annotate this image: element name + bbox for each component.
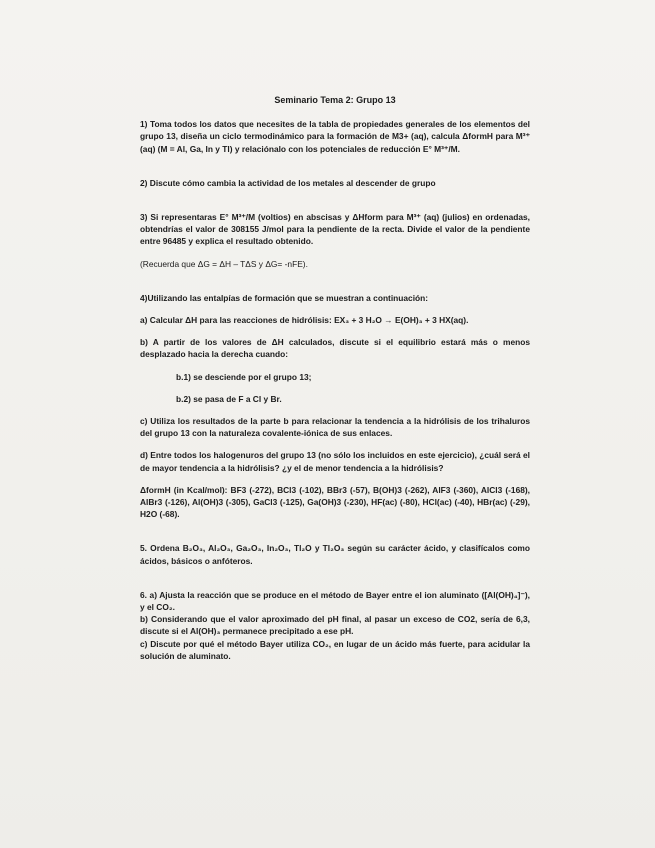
question-4b2: b.2) se pasa de F a Cl y Br. <box>176 393 282 404</box>
document-title: Seminario Tema 2: Grupo 13 <box>274 95 396 105</box>
question-4b: b) A partir de los valores de ΔH calculados, discute si el equilibrio estará más o menos desplazado hacia la derecha cuando: <box>140 337 530 360</box>
question-3-note: (Recuerda que ΔG = ΔH – TΔS y ΔG= -nFE). <box>140 258 308 269</box>
question-2: 2) Discute cómo cambia la actividad de los metales al descender de grupo <box>140 177 436 188</box>
question-4d: d) Entre todos los halogenuros del grupo 13 (no sólo los incluidos en este ejercicio), ¿cuál será el de mayor tendencia a la hidrólisis? ¿y el de menor tendencia a la hidrólisis? <box>140 450 530 473</box>
document-body <box>140 94 530 662</box>
question-4a: a) Calcular ΔH para las reacciones de hidrólisis: EX₃ + 3 H₂O → E(OH)₃ + 3 HX(aq). <box>140 315 469 326</box>
question-6b: b) Considerando que el valor aproximado del pH final, al pasar un exceso de CO2, sería de 6,3, discute si el Al(OH)₃ permanece precipitado a ese pH. <box>140 614 530 637</box>
question-5: 5. Ordena B₂O₃, Al₂O₃, Ga₂O₃, In₂O₃, Tl₂O y Tl₂O₃ según su carácter ácido, y clasifícalos como ácidos, básicos o anfóteros. <box>140 543 530 566</box>
question-1: 1) Toma todos los datos que necesites de la tabla de propiedades generales de los elementos del grupo 13, diseña un ciclo termodinámico para la formación de M3+ (aq), calcula ΔformH para M³⁺ (aq) (M = Al, Ga, In y Tl) y relaciónalo con los potenciales de reducción E° M³⁺/M. <box>140 119 530 154</box>
question-4b1: b.1) se desciende por el grupo 13; <box>176 371 312 382</box>
question-4-data: ΔformH (in Kcal/mol): BF3 (-272), BCl3 (-102), BBr3 (-57), B(OH)3 (-262), AlF3 (-360), AlCl3 (-168), AlBr3 (-126), Al(OH)3 (-305), GaCl3 (-125), Ga(OH)3 (-230), HF(ac) (-80), HCl(ac) (-40), HBr(ac) (-29), H2O (-68). <box>140 484 530 520</box>
question-6a: 6. a) Ajusta la reacción que se produce en el método de Bayer entre el ion aluminato ([Al(OH)₄]⁻), y el CO₂. <box>140 589 530 613</box>
question-6c: c) Discute por qué el método Bayer utiliza CO₂, en lugar de un ácido más fuerte, para acidular la solución de aluminato. <box>140 638 530 661</box>
question-3: 3) Si representaras E° M³⁺/M (voltios) en abscisas y ΔHform para M³⁺ (aq) (julios) en ordenadas, obtendrías el valor de 308155 J/mol para la pendiente de la recta. Divide el valor de la pendiente entre 96485 y explica el resultado obtenido. <box>140 212 530 247</box>
question-4-intro: 4)Utilizando las entalpías de formación que se muestran a continuación: <box>140 292 429 303</box>
question-4c: c) Utiliza los resultados de la parte b para relacionar la tendencia a la hidrólisis de los trihaluros del grupo 13 con la naturaleza covalente-iónica de sus enlaces. <box>140 416 530 439</box>
